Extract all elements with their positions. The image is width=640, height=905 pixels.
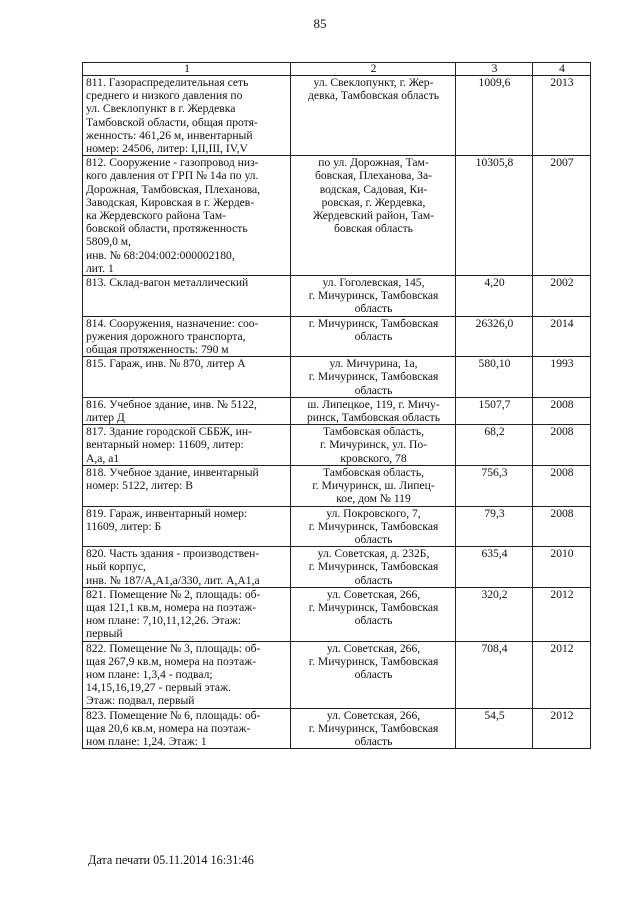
column-header-2: 2 xyxy=(291,63,456,76)
object-year: 2008 xyxy=(533,506,591,547)
object-description: 813. Склад-вагон металлический xyxy=(83,276,291,317)
table-header-row xyxy=(83,63,591,76)
table-row xyxy=(83,587,591,641)
object-address: ул. Советская, 266, г. Мичуринск, Тамбовская область xyxy=(291,641,456,708)
table-row xyxy=(83,708,591,749)
object-address: г. Мичуринск, Тамбовская область xyxy=(291,316,456,357)
table-row xyxy=(83,316,591,357)
object-year: 2010 xyxy=(533,547,591,588)
column-header-3: 3 xyxy=(456,63,533,76)
column-header-4: 4 xyxy=(533,63,591,76)
object-address: ул. Советская, 266, г. Мичуринск, Тамбовская область xyxy=(291,708,456,749)
object-year: 2007 xyxy=(533,156,591,276)
object-value: 1507,7 xyxy=(456,397,533,424)
object-value: 635,4 xyxy=(456,547,533,588)
object-year: 2008 xyxy=(533,465,591,506)
object-year: 2014 xyxy=(533,316,591,357)
object-description: 812. Сооружение - газопровод низ- кого давления от ГРП № 14а по ул. Дорожная, Тамбовская, Плеханова, Заводская, Кировская в г. Жердев- ка Жердевского района Там- бовской области, протяженность 5809,0 м, инв. № 68:204:002:000002180, лит. 1 xyxy=(83,156,291,276)
object-description: 823. Помещение № 6, площадь: об- щая 20,6 кв.м, номера на поэтаж- ном плане: 1,24. Этаж: 1 xyxy=(83,708,291,749)
object-address: ул. Свеклопункт, г. Жер- девка, Тамбовская область xyxy=(291,76,456,156)
object-description: 818. Учебное здание, инвентарный номер: 5122, литер: В xyxy=(83,465,291,506)
object-description: 822. Помещение № 3, площадь: об- щая 267,9 кв.м, номера на поэтаж- ном плане: 1,3,4 - подвал; 14,15,16,19,27 - первый этаж. Этаж: подвал, первый xyxy=(83,641,291,708)
object-value: 708,4 xyxy=(456,641,533,708)
object-address: ул. Гоголевская, 145, г. Мичуринск, Тамбовская область xyxy=(291,276,456,317)
object-value: 4,20 xyxy=(456,276,533,317)
property-table xyxy=(82,62,591,749)
object-year: 2002 xyxy=(533,276,591,317)
object-value: 26326,0 xyxy=(456,316,533,357)
object-description: 814. Сооружения, назначение: соо- ружения дорожного транспорта, общая протяженность: 790 м xyxy=(83,316,291,357)
object-value: 54,5 xyxy=(456,708,533,749)
column-header-1: 1 xyxy=(83,63,291,76)
object-description: 820. Часть здания - производствен- ный корпус, инв. № 187/А,А1,а/330, лит. А,А1,а xyxy=(83,547,291,588)
object-description: 819. Гараж, инвентарный номер: 11609, литер: Б xyxy=(83,506,291,547)
object-address: Тамбовская область, г. Мичуринск, ш. Липец- кое, дом № 119 xyxy=(291,465,456,506)
table-row xyxy=(83,425,591,466)
object-description: 815. Гараж, инв. № 870, литер А xyxy=(83,357,291,398)
object-year: 2012 xyxy=(533,708,591,749)
object-year: 1993 xyxy=(533,357,591,398)
table-row xyxy=(83,276,591,317)
object-year: 2012 xyxy=(533,641,591,708)
object-description: 821. Помещение № 2, площадь: об- щая 121,1 кв.м, номера на поэтаж- ном плане: 7,10,11,12,26. Этаж: первый xyxy=(83,587,291,641)
table-row xyxy=(83,506,591,547)
table-row xyxy=(83,397,591,424)
object-year: 2013 xyxy=(533,76,591,156)
object-value: 68,2 xyxy=(456,425,533,466)
object-value: 10305,8 xyxy=(456,156,533,276)
object-address: ул. Советская, 266, г. Мичуринск, Тамбовская область xyxy=(291,587,456,641)
object-year: 2012 xyxy=(533,587,591,641)
table-row xyxy=(83,465,591,506)
table-row xyxy=(83,641,591,708)
object-value: 79,3 xyxy=(456,506,533,547)
object-address: ул. Покровского, 7, г. Мичуринск, Тамбовская область xyxy=(291,506,456,547)
table-row xyxy=(83,76,591,156)
object-address: ш. Липецкое, 119, г. Мичу- ринск, Тамбовская область xyxy=(291,397,456,424)
object-value: 756,3 xyxy=(456,465,533,506)
table-row xyxy=(83,357,591,398)
object-description: 816. Учебное здание, инв. № 5122, литер Д xyxy=(83,397,291,424)
object-value: 320,2 xyxy=(456,587,533,641)
object-address: ул. Советская, д. 232Б, г. Мичуринск, Тамбовская область xyxy=(291,547,456,588)
object-description: 817. Здание городской СББЖ, ин- вентарный номер: 11609, литер: А,а, а1 xyxy=(83,425,291,466)
object-description: 811. Газораспределительная сеть среднего и низкого давления по ул. Свеклопункт в г. Жердевка Тамбовской области, общая протя- женность: 461,26 м, инвентарный номер: 24506, литер: I,II,III, IV,V xyxy=(83,76,291,156)
object-year: 2008 xyxy=(533,425,591,466)
page-number: 85 xyxy=(313,16,327,31)
object-value: 1009,6 xyxy=(456,76,533,156)
table-row xyxy=(83,547,591,588)
object-address: Тамбовская область, г. Мичуринск, ул. По- кровского, 78 xyxy=(291,425,456,466)
table-row xyxy=(83,156,591,276)
object-value: 580,10 xyxy=(456,357,533,398)
object-address: ул. Мичурина, 1а, г. Мичуринск, Тамбовская область xyxy=(291,357,456,398)
object-address: по ул. Дорожная, Там- бовская, Плеханова, За- водская, Садовая, Ки- ровская, г. Жердевка, Жердевский район, Там- бовская область xyxy=(291,156,456,276)
print-date-footer: Дата печати 05.11.2014 16:31:46 xyxy=(88,853,254,867)
object-year: 2008 xyxy=(533,397,591,424)
